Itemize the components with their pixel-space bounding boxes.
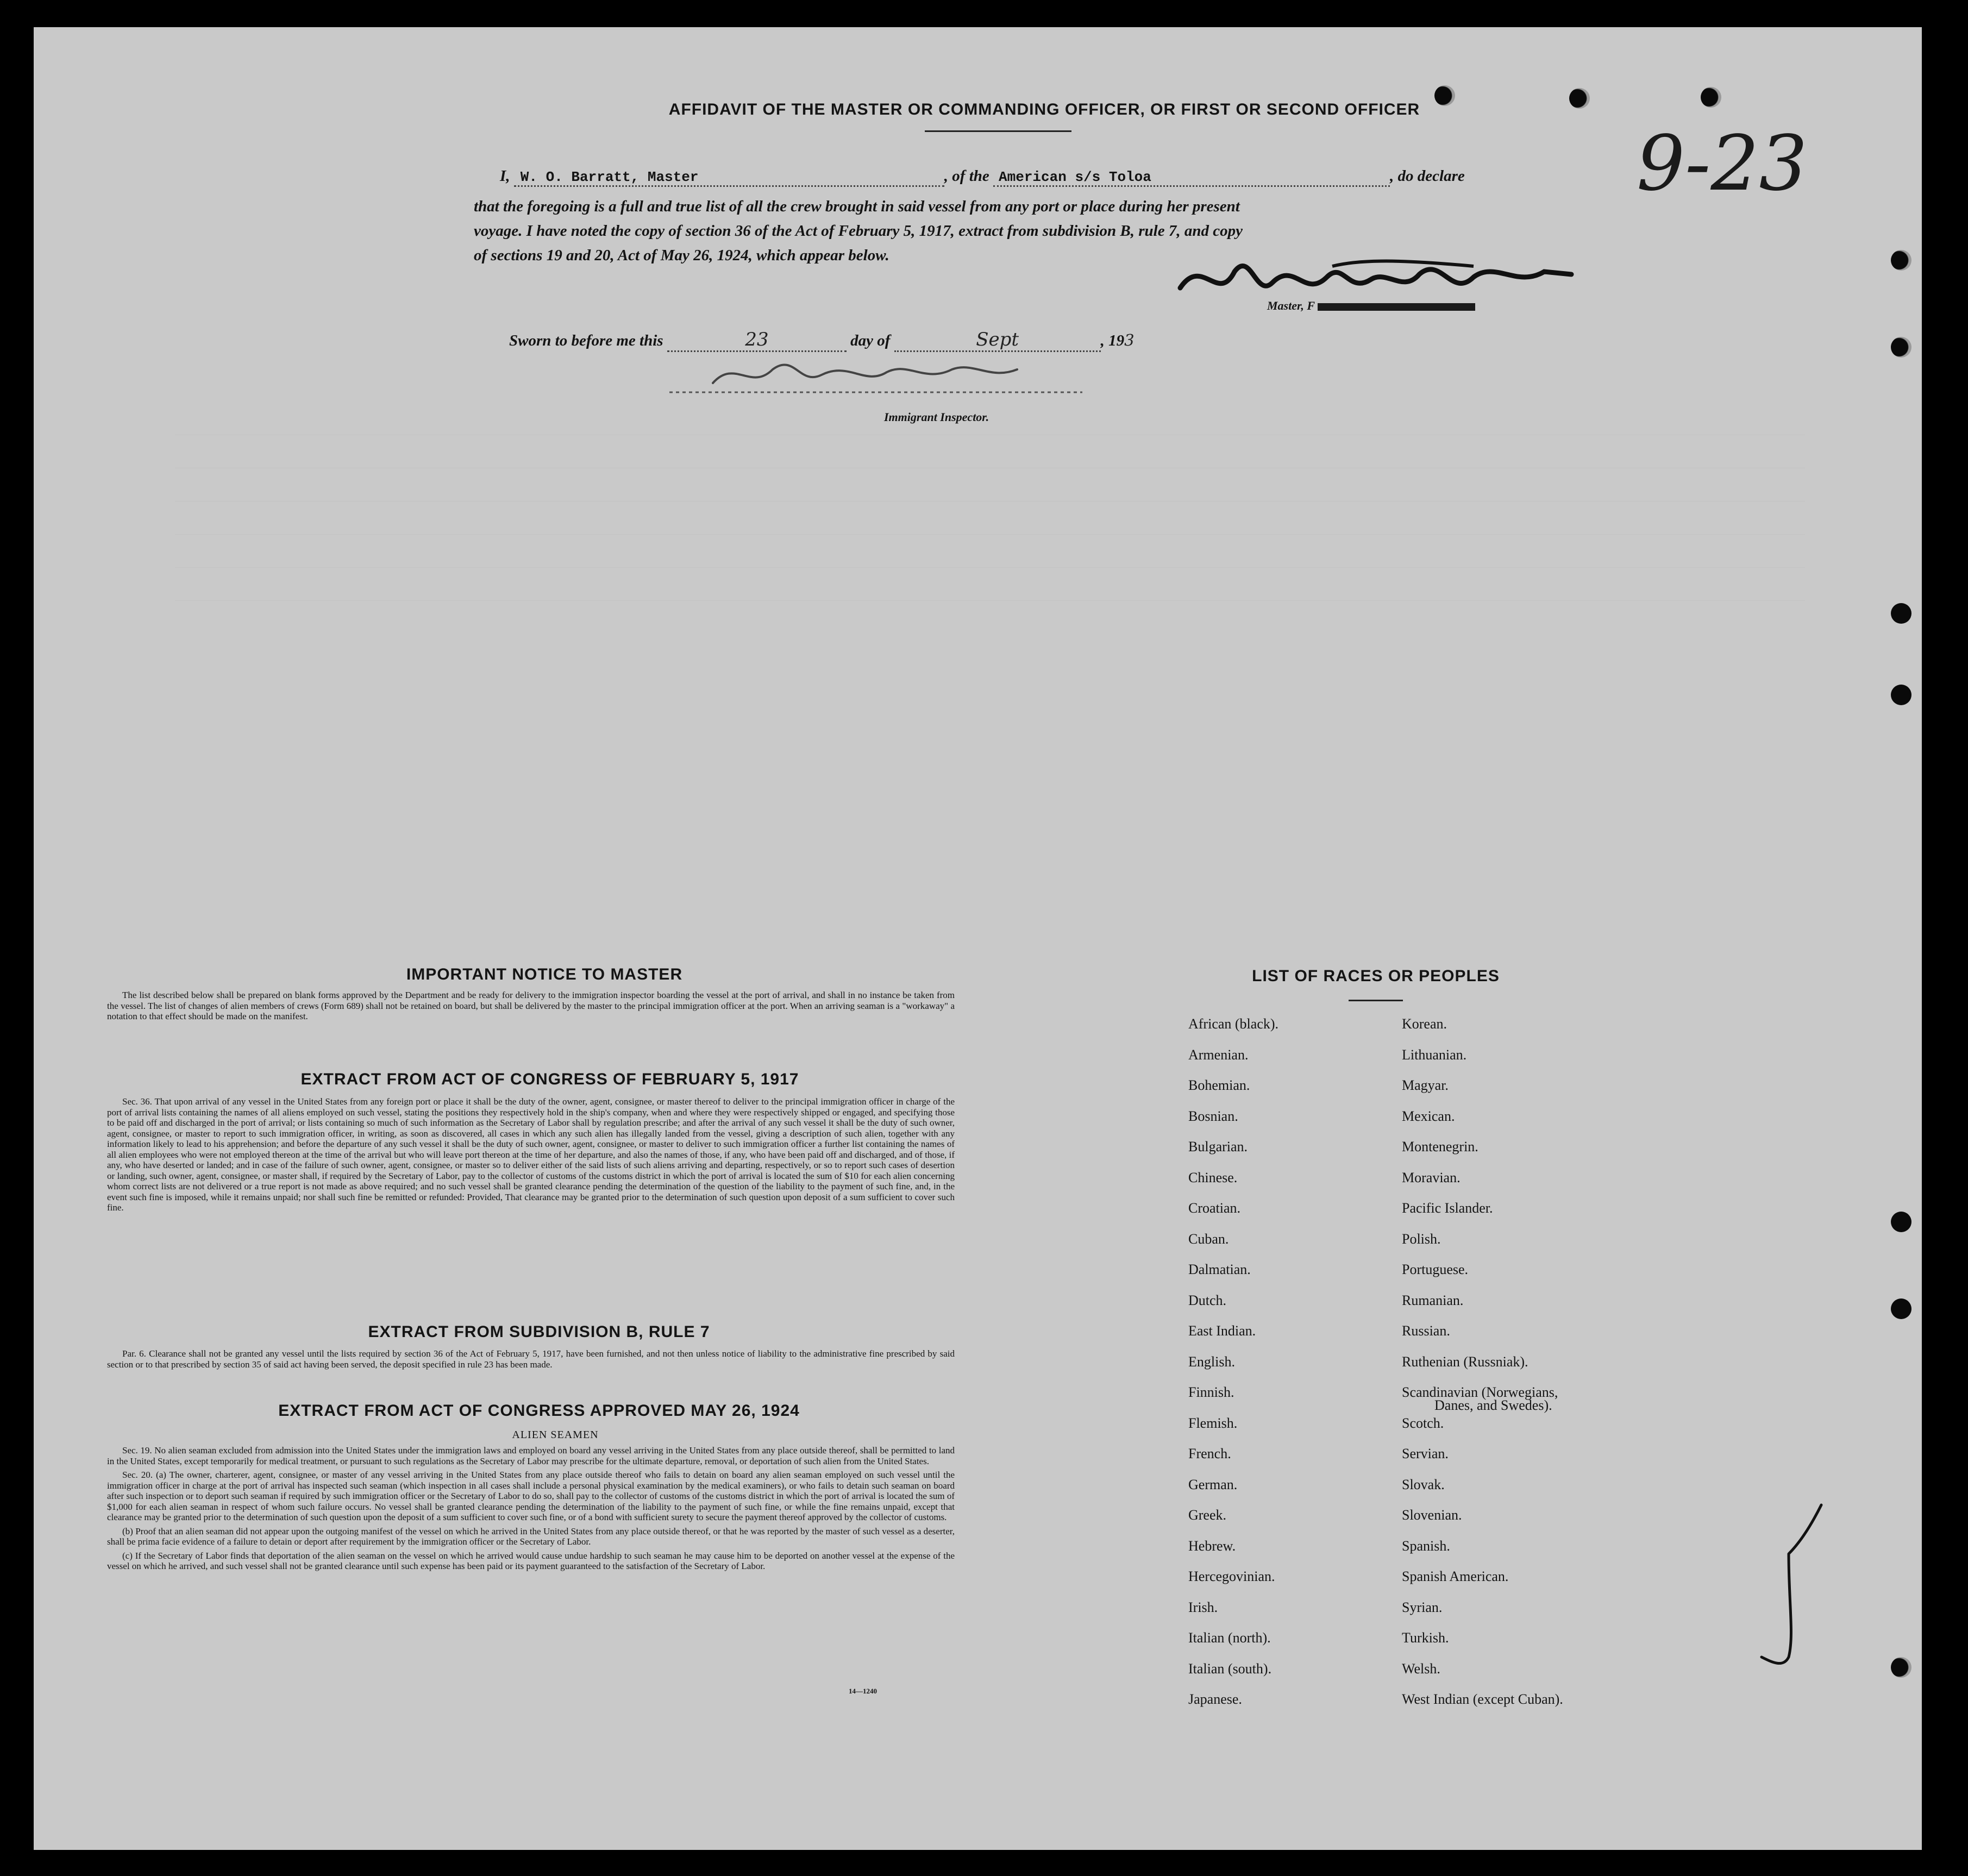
race-item: Armenian.: [1188, 1046, 1249, 1063]
race-item: Japanese.: [1188, 1691, 1242, 1707]
race-item: Slovak.: [1402, 1476, 1445, 1492]
section-20c-paragraph: (c) If the Secretary of Labor finds that deportation of the alien seaman on the vessel on which he arrived would cause undue hardship to such seaman he may cause him to be deported on another vessel at the expense of the vessel on which he arrived, and such vessel shall not be granted clearance until such expense has been paid or its payment guaranteed to the satisfaction of the Secretary of Labor.: [107, 1550, 955, 1571]
rule7-text: [107, 1348, 955, 1373]
race-item: Slovenian.: [1402, 1507, 1462, 1523]
race-item: Scotch.: [1402, 1415, 1444, 1431]
section-19-paragraph: Sec. 19. No alien seaman excluded from admission into the United States under the immigration laws and employed on board any vessel arriving in the United States from any place outside thereof, shall be permitted to land in the United States, except temporarily for medical treatment, or pursuant to such regulations as the Secretary of Labor may prescribe for the ultimate departure, removal, or deportation of such alien from the United States.: [107, 1445, 955, 1466]
race-item: Pacific Islander.: [1402, 1200, 1493, 1216]
race-item: Bohemian.: [1188, 1077, 1250, 1093]
rule7-paragraph: Par. 6. Clearance shall not be granted any vessel until the lists required by section 36 of the Act of February 5, 1917, have been furnished, and not then unless notice of liability to the administrative fine prescribed by said section or to that prescribed by section 35 of said act having been served, the deposit specified in rule 23 has been made.: [107, 1348, 955, 1370]
document-sheet: [34, 27, 1922, 1850]
corner-number: 9-23: [1637, 120, 1808, 208]
bleed-through-text: [175, 402, 1805, 647]
punch-hole: [1891, 685, 1911, 705]
race-item: Spanish.: [1402, 1538, 1450, 1554]
race-item: West Indian (except Cuban).: [1402, 1691, 1563, 1707]
race-item: Bosnian.: [1188, 1108, 1238, 1124]
races-title-rule: [1349, 1000, 1403, 1001]
race-item: Polish.: [1402, 1231, 1441, 1247]
notice-text: [107, 990, 955, 1025]
declaration-prefix: I,: [500, 167, 510, 185]
margin-mark: [1756, 1494, 1832, 1679]
section-20a-paragraph: Sec. 20. (a) The owner, charterer, agent, consignee, or master of any vessel arriving in the United States from any place outside thereof who fails to detain on board any alien seaman employed on such vessel until the immigration officer in charge at the port of arrival has inspected such seaman (which inspection in all cases shall include a personal physical examination by the medical examiners), or who fails to detain such seaman on board after such inspection or to deport such seaman if required by such immigration officer or the Secretary of Labor to do so, shall pay to the collector of customs of the customs district in which the port of arrival is located the sum of $1,000 for each alien seaman in respect of whom such failure occurs. No vessel shall be granted clearance pending the determination of the liability to the payment of such fine, or while the fine remains unpaid, except that clearance may be granted prior to the determination of such question upon the deposit of a sum sufficient to cover such fine, or of a bond with sufficient surety to secure the payment thereof approved by the collector of customs.: [107, 1470, 955, 1522]
punch-hole: [1891, 337, 1911, 357]
form-number: 14—1240: [849, 1687, 877, 1695]
race-item: Irish.: [1188, 1599, 1218, 1615]
race-item: Hebrew.: [1188, 1538, 1236, 1554]
punch-hole: [1891, 250, 1911, 271]
master-title-line: [1267, 299, 1475, 313]
race-item: East Indian.: [1188, 1323, 1256, 1339]
extract-1917-text: [107, 1096, 955, 1216]
punch-hole: [1891, 1657, 1911, 1678]
race-item: English.: [1188, 1353, 1235, 1370]
race-item: Scandinavian (Norwegians,: [1402, 1384, 1558, 1400]
do-declare-label: , do declare: [1390, 167, 1465, 185]
inspector-label: Immigrant Inspector.: [884, 410, 989, 424]
race-item: Hercegovinian.: [1188, 1568, 1275, 1584]
extract-1917-title: EXTRACT FROM ACT OF CONGRESS OF FEBRUARY 5, 1917: [300, 1070, 799, 1088]
race-item: Dalmatian.: [1188, 1262, 1251, 1277]
race-item: Danes, and Swedes).: [1434, 1397, 1552, 1413]
race-item: Mexican.: [1402, 1108, 1455, 1124]
statement-line-2: voyage. I have noted the copy of section 36 of the Act of February 5, 1917, extract from subdivision B, rule 7, and copy: [474, 222, 1243, 240]
declaration-line: [500, 167, 1581, 187]
punch-hole: [1701, 87, 1721, 108]
sworn-line: [509, 329, 1302, 352]
race-item: Portuguese.: [1402, 1262, 1469, 1277]
race-item: Italian (north).: [1188, 1630, 1271, 1646]
race-item: Finnish.: [1188, 1384, 1234, 1400]
race-item: Dutch.: [1188, 1292, 1227, 1308]
officer-name: W. O. Barratt, Master: [520, 169, 699, 185]
race-item: Turkish.: [1402, 1630, 1449, 1646]
vessel-name: American s/s Toloa: [999, 169, 1151, 185]
section-36-paragraph: Sec. 36. That upon arrival of any vessel in the United States from any foreign port or place it shall be the duty of the owner, agent, consignee, or master thereof to deliver to the principal immigration officer in charge of the port of arrival lists containing the names of all aliens employed on such vessel, stating the positions they respectively hold in the ship's company, when and where they were respectively shipped or engaged, and specifying those to be paid off and discharged in the port of arrival; or lists containing so much of such information as the Secretary of Labor shall by regulation prescribe; and after the arrival of any such vessel it shall be the duty of such owner, agent, consignee, or master to report to such immigration officer, in writing, as soon as discovered, all cases in which any such alien has illegally landed from the vessel, giving a description of such alien, together with any information likely to lead to his apprehension; and before the departure of any such vessel it shall be the duty of such owner, agent, consignee, or master to deliver to such immigration officer a further list containing the names of all alien employees who were not employed thereon at the time of the arrival but who will leave port thereon at the time of her departure, and also the names of those, if any, who have been paid off and discharged, and of those, if any, who have deserted or landed; and in case of the failure of such owner, agent, consignee, or master so to deliver either of the said lists of such aliens arriving and departing, respectively, or so to report such cases of desertion or landing, such owner, agent, consignee, or master shall, if required by the Secretary of Labor, pay to the collector of customs of the customs district in which the port of arrival is located the sum of $10 for each alien concerning whom correct lists are not delivered or a true report is not made as above required; and no such vessel shall be granted clearance pending the determination of the question of the liability to the payment of such fine, and, in the event such fine is imposed, while it remains unpaid; nor shall such fine be remitted or refunded: Provided, That clearance may be granted prior to the determination of such question upon deposit of a sum sufficient to cover such fine.: [107, 1096, 955, 1213]
race-item: Greek.: [1188, 1507, 1227, 1523]
race-item: German.: [1188, 1476, 1238, 1492]
race-item: Bulgarian.: [1188, 1139, 1248, 1155]
year-prefix: , 19: [1100, 332, 1125, 349]
race-item: Welsh.: [1402, 1660, 1440, 1677]
race-item: Lithuanian.: [1402, 1046, 1467, 1063]
race-item: Croatian.: [1188, 1200, 1241, 1216]
races-title: LIST OF RACES OR PEOPLES: [1252, 967, 1500, 985]
margin-mark-value: [1756, 1494, 1757, 1495]
statement-line-3: of sections 19 and 20, Act of May 26, 1924, which appear below.: [474, 247, 889, 264]
race-item: African (black).: [1188, 1016, 1279, 1032]
race-item: Montenegrin.: [1402, 1139, 1478, 1155]
race-item: Rumanian.: [1402, 1292, 1464, 1308]
race-item: Spanish American.: [1402, 1568, 1509, 1584]
master-label: Master, F: [1267, 299, 1315, 312]
year-suffix: 3: [1124, 331, 1135, 349]
inspector-signature: [669, 353, 1104, 397]
sworn-month: Sept: [976, 329, 1019, 350]
extract-1924-text: [107, 1445, 955, 1575]
race-item: Moravian.: [1402, 1169, 1461, 1185]
race-item: Servian.: [1402, 1446, 1449, 1461]
race-item: French.: [1188, 1446, 1231, 1461]
affidavit-heading: AFFIDAVIT OF THE MASTER OR COMMANDING OFFICER, OR FIRST OR SECOND OFFICER: [668, 101, 1420, 118]
heading-rule: [925, 130, 1071, 132]
race-item: Syrian.: [1402, 1599, 1443, 1615]
race-item: Russian.: [1402, 1323, 1450, 1339]
notice-paragraph: The list described below shall be prepared on blank forms approved by the Department and be ready for delivery to the immigration inspector boarding the vessel at the port of arrival, and shall in no instance be taken from the vessel. The list of changes of alien members of crews (Form 689) shall not be retained on board, but shall be delivered by the master to the principal immigration officer at the port. When an arriving seaman is a "workaway" a notation to that effect should be made on the manifest.: [107, 990, 955, 1021]
race-item: Magyar.: [1402, 1077, 1449, 1093]
sworn-day: 23: [745, 329, 769, 350]
alien-seamen-subtitle: ALIEN SEAMEN: [512, 1429, 599, 1441]
punch-hole: [1891, 603, 1911, 624]
punch-hole: [1891, 1212, 1911, 1232]
race-item: Korean.: [1402, 1016, 1447, 1032]
section-20b-paragraph: (b) Proof that an alien seaman did not appear upon the outgoing manifest of the vessel on which he arrived in the United States from any place outside thereof, or that he was reported by the master of such vessel as a deserter, shall be prima facie evidence of a failure to detain or deport after requirement by the immigration officer or the Secretary of Labor.: [107, 1526, 955, 1547]
struck-title: [1318, 303, 1475, 311]
of-the-label: , of the: [944, 167, 989, 185]
statement-line-1: that the foregoing is a full and true list of all the crew brought in said vessel from any port or place during her present: [474, 198, 1240, 215]
day-of-label: day of: [850, 332, 891, 349]
punch-hole: [1891, 1298, 1911, 1319]
race-item: Cuban.: [1188, 1231, 1229, 1247]
sworn-label: Sworn to before me this: [509, 332, 663, 349]
race-item: Chinese.: [1188, 1169, 1238, 1185]
race-item: Ruthenian (Russniak).: [1402, 1353, 1528, 1370]
punch-hole: [1569, 88, 1590, 109]
race-item: Flemish.: [1188, 1415, 1238, 1431]
rule7-title: EXTRACT FROM SUBDIVISION B, RULE 7: [368, 1323, 710, 1341]
race-item: Italian (south).: [1188, 1660, 1272, 1677]
extract-1924-title: EXTRACT FROM ACT OF CONGRESS APPROVED MAY 26, 1924: [278, 1402, 800, 1420]
notice-title: IMPORTANT NOTICE TO MASTER: [406, 965, 683, 983]
